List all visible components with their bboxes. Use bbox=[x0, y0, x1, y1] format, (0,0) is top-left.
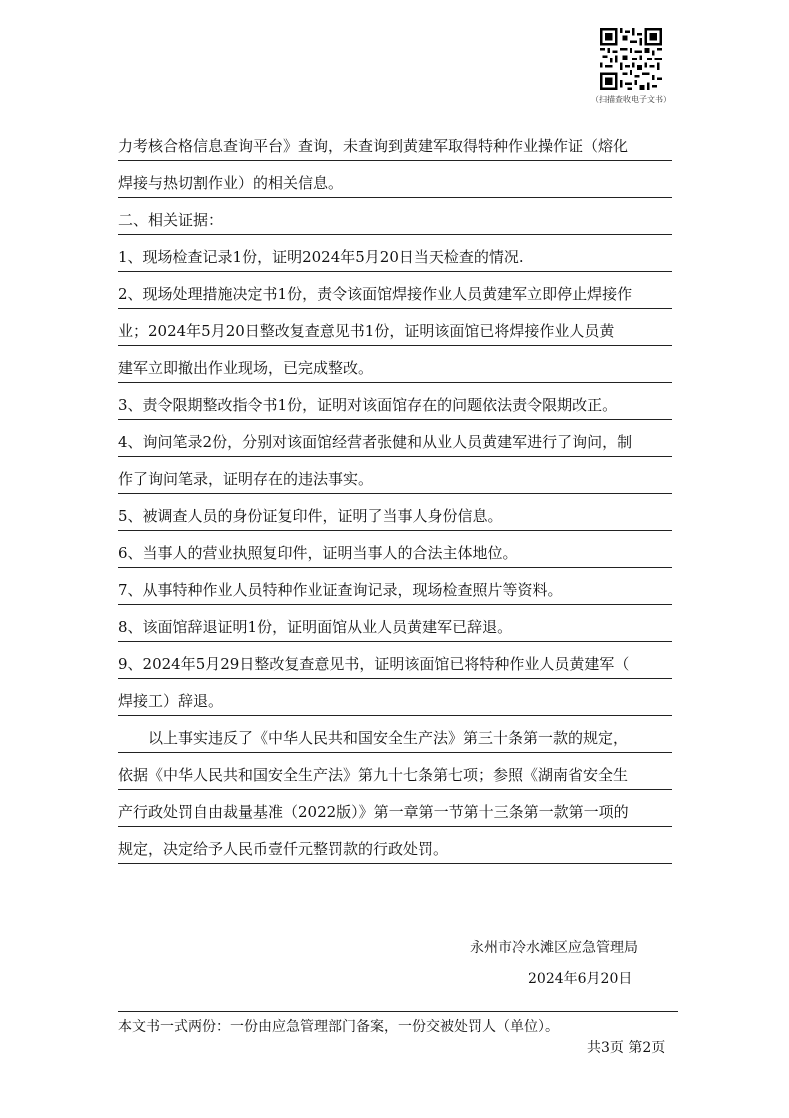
qr-code-icon bbox=[600, 28, 662, 90]
section-heading: 二、相关证据： bbox=[118, 198, 672, 235]
evidence-item: 2、现场处理措施决定书1份，责令该面馆焊接作业人员黄建军立即停止焊接作 bbox=[118, 272, 672, 309]
qr-block bbox=[583, 28, 679, 105]
evidence-item: 5、被调查人员的身份证复印件，证明了当事人身份信息。 bbox=[118, 494, 672, 531]
page-number: 共3页 第2页 bbox=[587, 1040, 666, 1056]
text-line: 焊接工）辞退。 bbox=[118, 679, 672, 716]
footer-note: 本文书一式两份：一份由应急管理部门备案，一份交被处罚人（单位）。 bbox=[118, 1019, 559, 1035]
evidence-item: 1、现场检查记录1份，证明2024年5月20日当天检查的情况. bbox=[118, 235, 672, 272]
text-line: 建军立即撤出作业现场，已完成整改。 bbox=[118, 346, 672, 383]
footer-divider bbox=[118, 1011, 678, 1012]
text-line: 焊接与热切割作业）的相关信息。 bbox=[118, 161, 672, 198]
document-body bbox=[118, 124, 672, 864]
issuing-authority: 永州市冷水滩区应急管理局 bbox=[470, 940, 638, 956]
text-line: 业；2024年5月20日整改复查意见书1份，证明该面馆已将焊接作业人员黄 bbox=[118, 309, 672, 346]
evidence-item: 7、从事特种作业人员特种作业证查询记录，现场检查照片等资料。 bbox=[118, 568, 672, 605]
evidence-item: 4、询问笔录2份，分别对该面馆经营者张健和从业人员黄建军进行了询问，制 bbox=[118, 420, 672, 457]
evidence-item: 6、当事人的营业执照复印件，证明当事人的合法主体地位。 bbox=[118, 531, 672, 568]
evidence-item: 3、责令限期整改指令书1份，证明对该面馆存在的问题依法责令限期改正。 bbox=[118, 383, 672, 420]
text-line: 规定，决定给予人民币壹仟元整罚款的行政处罚。 bbox=[118, 827, 672, 864]
text-line: 产行政处罚自由裁量基准（2022版）》第一章第一节第十三条第一款第一项的 bbox=[118, 790, 672, 827]
text-line: 依据《中华人民共和国安全生产法》第九十七条第七项；参照《湖南省安全生 bbox=[118, 753, 672, 790]
text-line: 作了询问笔录，证明存在的违法事实。 bbox=[118, 457, 672, 494]
text-line: 力考核合格信息查询平台》查询，未查询到黄建军取得特种作业操作证（熔化 bbox=[118, 124, 672, 161]
qr-caption: （扫描查收电子文书） bbox=[591, 95, 671, 104]
evidence-item: 8、该面馆辞退证明1份，证明面馆从业人员黄建军已辞退。 bbox=[118, 605, 672, 642]
decision-paragraph: 以上事实违反了《中华人民共和国安全生产法》第三十条第一款的规定， bbox=[118, 716, 672, 753]
evidence-item: 9、2024年5月29日整改复查意见书，证明该面馆已将特种作业人员黄建军（ bbox=[118, 642, 672, 679]
issue-date: 2024年6月20日 bbox=[528, 971, 633, 987]
